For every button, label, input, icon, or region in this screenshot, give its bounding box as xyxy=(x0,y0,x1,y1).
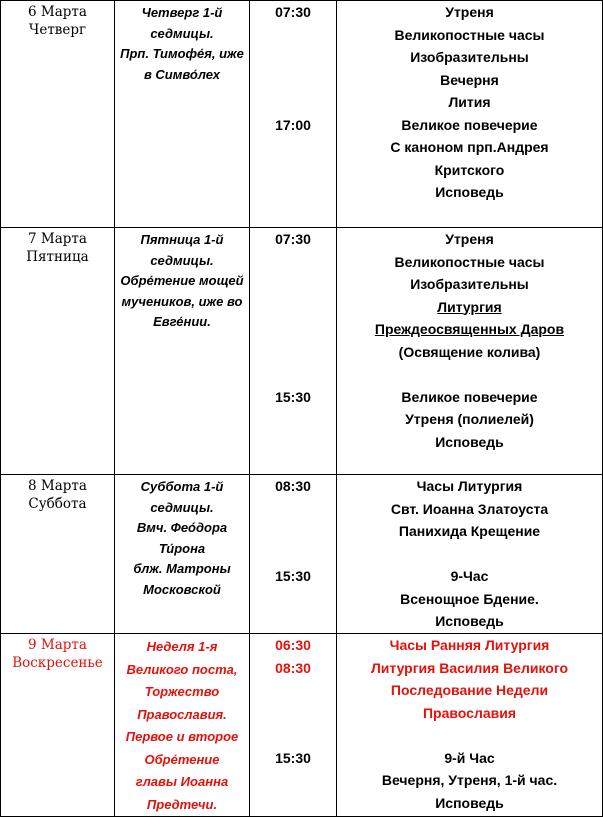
weekday-label: Пятница xyxy=(26,249,89,265)
weekday-label: Суббота xyxy=(28,496,87,512)
service-line: Лития xyxy=(448,94,491,110)
feast-line: Ти́рона xyxy=(158,540,206,556)
service-time: 15:30 xyxy=(275,749,311,766)
service-line: Преждеосвященных Даров xyxy=(374,321,565,337)
service-line: Исповедь xyxy=(435,794,504,811)
service-time: 15:30 xyxy=(275,388,311,405)
service-line: Исповедь xyxy=(435,613,504,629)
feast-line: Обре́тение xyxy=(144,751,220,767)
feast-line: мучеников, иже во xyxy=(121,293,243,309)
service-line: Часы Ранняя Литургия xyxy=(389,637,550,653)
feast-cell xyxy=(115,475,250,634)
date-label: 8 Марта xyxy=(28,478,87,494)
table-row xyxy=(1,228,603,475)
feast-line: Первое и второе xyxy=(125,729,239,744)
service-line: Вечерня, Утреня, 1-й час. xyxy=(381,772,558,788)
service-time: 15:30 xyxy=(275,568,311,584)
feast-line: Православия. xyxy=(137,706,227,722)
feast-line: Прп. Тимофе́я, иже xyxy=(120,46,244,61)
service-line: Изобразительны xyxy=(410,276,529,292)
feast-line: седмицы. xyxy=(150,252,214,268)
feast-line: Великого поста, xyxy=(126,661,238,677)
services-cell xyxy=(337,228,603,475)
services-cell xyxy=(337,634,603,817)
service-line: Православия xyxy=(422,704,517,721)
feast-line: седмицы. xyxy=(150,25,214,41)
service-line: Изобразительны xyxy=(410,49,529,65)
weekday-label: Воскресенье xyxy=(12,655,103,671)
service-line: Великопостные часы xyxy=(394,253,545,270)
feast-line: седмицы. xyxy=(150,499,214,515)
feast-line: Четверг 1-й xyxy=(141,5,223,20)
feast-line: блж. Матроны xyxy=(133,561,231,576)
feast-cell xyxy=(115,634,250,817)
table-row xyxy=(1,475,603,634)
service-line: Панихида Крещение xyxy=(398,523,541,539)
service-time: 07:30 xyxy=(275,4,311,20)
feast-cell xyxy=(115,228,250,475)
date-cell xyxy=(1,1,115,228)
service-line: Великое повечерие xyxy=(401,388,538,405)
feast-line: главы Иоанна xyxy=(135,774,229,789)
time-cell xyxy=(250,634,337,817)
feast-line: Евге́нии. xyxy=(153,314,211,329)
time-cell xyxy=(250,475,337,634)
feast-line: в Симво́лех xyxy=(143,66,221,82)
service-line: Последование Недели xyxy=(390,682,549,698)
service-line: Утреня xyxy=(445,4,494,20)
weekday-label: Четверг xyxy=(28,22,87,38)
date-label: 7 Марта xyxy=(28,231,87,247)
service-line: Великое повечерие xyxy=(401,116,538,133)
service-time: 08:30 xyxy=(275,659,311,676)
service-line: (Освящение колива) xyxy=(398,343,541,360)
service-time: 17:00 xyxy=(275,116,311,133)
table-row xyxy=(1,1,603,228)
service-line: Литургия xyxy=(437,298,502,315)
service-time: 06:30 xyxy=(275,637,311,653)
service-line: Исповедь xyxy=(435,184,504,200)
time-cell xyxy=(250,1,337,228)
service-line: Вечерня xyxy=(440,71,499,88)
feast-line: Вмч. Феóдора xyxy=(136,520,228,535)
service-line: 9-й Час xyxy=(444,749,495,766)
service-line: Исповедь xyxy=(435,433,504,450)
table-row xyxy=(1,634,603,817)
date-cell xyxy=(1,228,115,475)
feast-line: Обре́тение мощей xyxy=(120,273,244,288)
feast-line: Неделя 1-я xyxy=(146,639,218,654)
service-time: 08:30 xyxy=(275,478,311,494)
service-line: Великопостные часы xyxy=(394,26,545,43)
services-cell xyxy=(337,1,603,228)
feast-line: Московской xyxy=(143,581,221,597)
date-label: 9 Марта xyxy=(28,637,87,653)
date-label: 6 Марта xyxy=(28,4,87,20)
feast-line: Пятница 1-й xyxy=(140,232,224,247)
service-line: Свт. Иоанна Златоуста xyxy=(390,500,549,517)
service-line: 9-Час xyxy=(450,568,489,584)
service-line: Критского xyxy=(434,161,505,178)
date-cell xyxy=(1,634,115,817)
time-cell xyxy=(250,228,337,475)
service-line: Литургия Василия Великого xyxy=(370,659,569,676)
service-line: Утреня (полиелей) xyxy=(405,411,534,427)
feast-line: Предтечи. xyxy=(146,796,218,812)
feast-cell xyxy=(115,1,250,228)
service-line: Часы Литургия xyxy=(416,478,523,494)
feast-line: Торжество xyxy=(144,684,220,699)
service-time: 07:30 xyxy=(275,231,311,247)
service-line: Всенощное Бдение. xyxy=(400,590,539,607)
service-line: Утреня xyxy=(445,231,494,247)
service-line: С каноном прп.Андрея xyxy=(390,139,549,155)
services-cell xyxy=(337,475,603,634)
feast-line: Суббота 1-й xyxy=(140,479,224,494)
date-cell xyxy=(1,475,115,634)
